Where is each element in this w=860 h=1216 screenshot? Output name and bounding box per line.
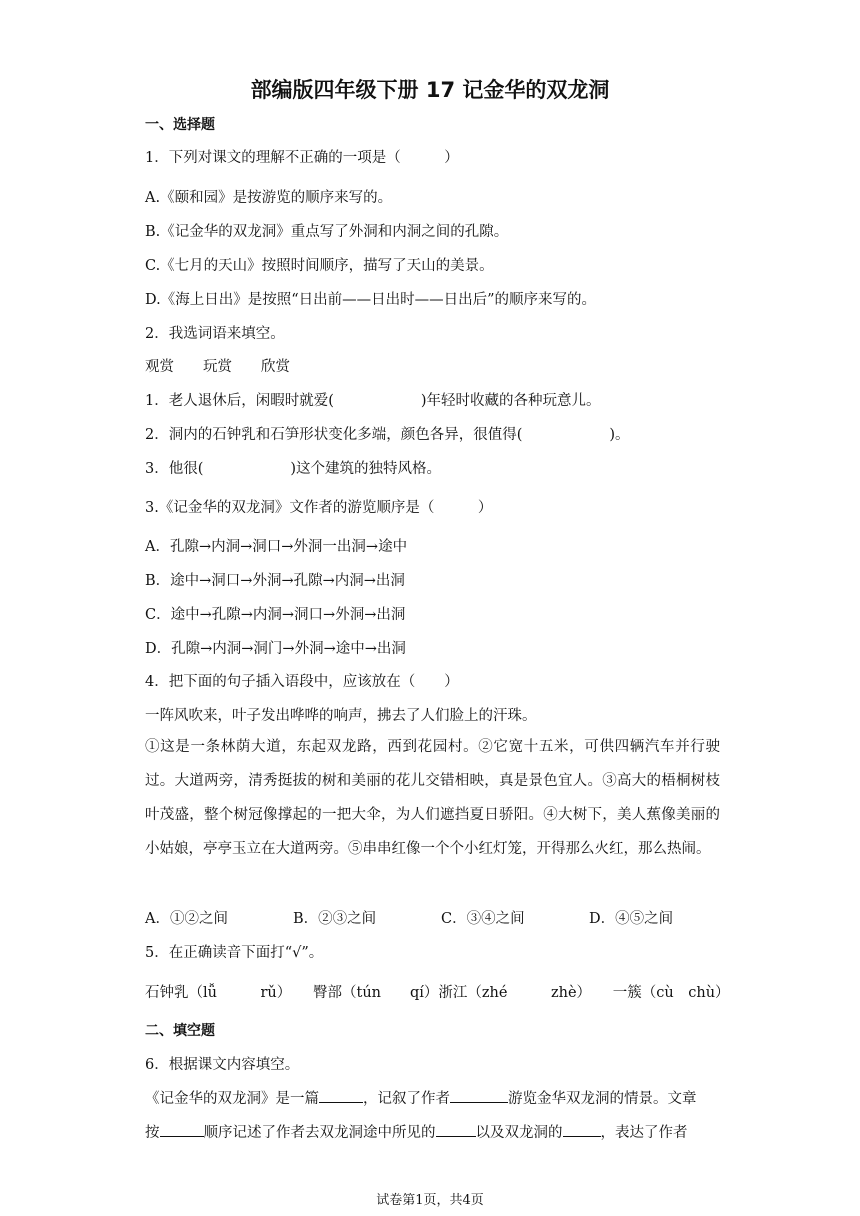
q2-stem: 2．我选词语来填空。 [145,326,285,342]
q4-option-c: C．③④之间 [441,911,525,927]
q4-option-b: B．②③之间 [293,911,377,927]
q5-stem: 5．在正确读音下面打“√”。 [145,945,324,961]
q6-stem: 6．根据课文内容填空。 [145,1057,300,1073]
fill-blank [450,1088,508,1103]
q2-word-bank: 观赏 玩赏 欣赏 [145,359,290,375]
q1-option-b: B.《记金华的双龙洞》重点写了外洞和内洞之间的孔隙。 [145,224,509,240]
page-title: 部编版四年级下册 17 记金华的双龙洞 [250,78,610,102]
q3-option-d: D．孔隙→内洞→洞门→外洞→途中→出洞 [145,641,406,657]
q1-stem: 1．下列对课文的理解不正确的一项是（ ） [145,150,459,166]
fill-blank [563,1122,601,1137]
q2-item-2: 2．洞内的石钟乳和石笋形状变化多端，颜色各异，很值得( )。 [145,427,630,443]
q3-option-a: A．孔隙→内洞→洞口→外洞一出洞→途中 [145,539,408,555]
q2-item-1: 1．老人退休后，闲暇时就爱( )年轻时收藏的各种玩意儿。 [145,393,601,409]
q2-item-3: 3．他很( )这个建筑的独特风格。 [145,461,442,477]
q4-option-a: A．①②之间 [145,911,228,927]
section-heading-fill: 二、填空题 [145,1023,215,1039]
q4-stem: 4．把下面的句子插入语段中，应该放在（ ） [145,674,459,690]
q6-line-2: 按 顺序记述了作者去双龙洞途中所见的 以及双龙洞的 ，表达了作者 [145,1121,688,1142]
page-footer: 试卷第1页，共4页 [376,1193,484,1208]
q1-option-c: C.《七月的天山》按照时间顺序，描写了天山的美景。 [145,258,494,274]
fill-blank [160,1122,204,1137]
q3-stem: 3.《记金华的双龙洞》文作者的游览顺序是（ ） [145,500,493,516]
q6-line-1: 《记金华的双龙洞》是一篇 ，记叙了作者 游览金华双龙洞的情景。文章 [145,1087,697,1108]
q4-options [145,907,720,928]
fill-blank [319,1088,363,1103]
q4-sentence: 一阵风吹来，叶子发出哗哗的响声，拂去了人们脸上的汗珠。 [145,708,537,724]
q5-pinyin-options: 石钟乳（lǚ rǔ） 臀部（tún qí）浙江（zhé zhè） 一簇（cù chù） [145,985,730,1001]
q1-option-a: A.《颐和园》是按游览的顺序来写的。 [145,190,393,206]
section-heading-choice: 一、选择题 [145,117,215,133]
q1-option-d: D.《海上日出》是按照“日出前——日出时——日出后”的顺序来写的。 [145,292,597,308]
fill-blank [436,1122,476,1137]
q3-option-b: B．途中→洞口→外洞→孔隙→内洞→出洞 [145,573,405,589]
q4-option-d: D．④⑤之间 [589,911,674,927]
q3-option-c: C．途中→孔隙→内洞→洞口→外洞→出洞 [145,607,406,623]
q4-passage: ①这是一条林荫大道，东起双龙路，西到花园村。②它宽十五米，可供四辆汽车并行驶过。大道两旁，清秀挺拔的树和美丽的花儿交错相映，真是景色宜人。③高大的梧桐树枝叶茂盛，整个树冠像撑起的一把大伞，为人们遮挡夏日骄阳。④大树下，美人蕉像美丽的小姑娘，亭亭玉立在大道两旁。⑤串串红像一个个小红灯笼，开得那么火红，那么热闹。 [145,739,720,857]
